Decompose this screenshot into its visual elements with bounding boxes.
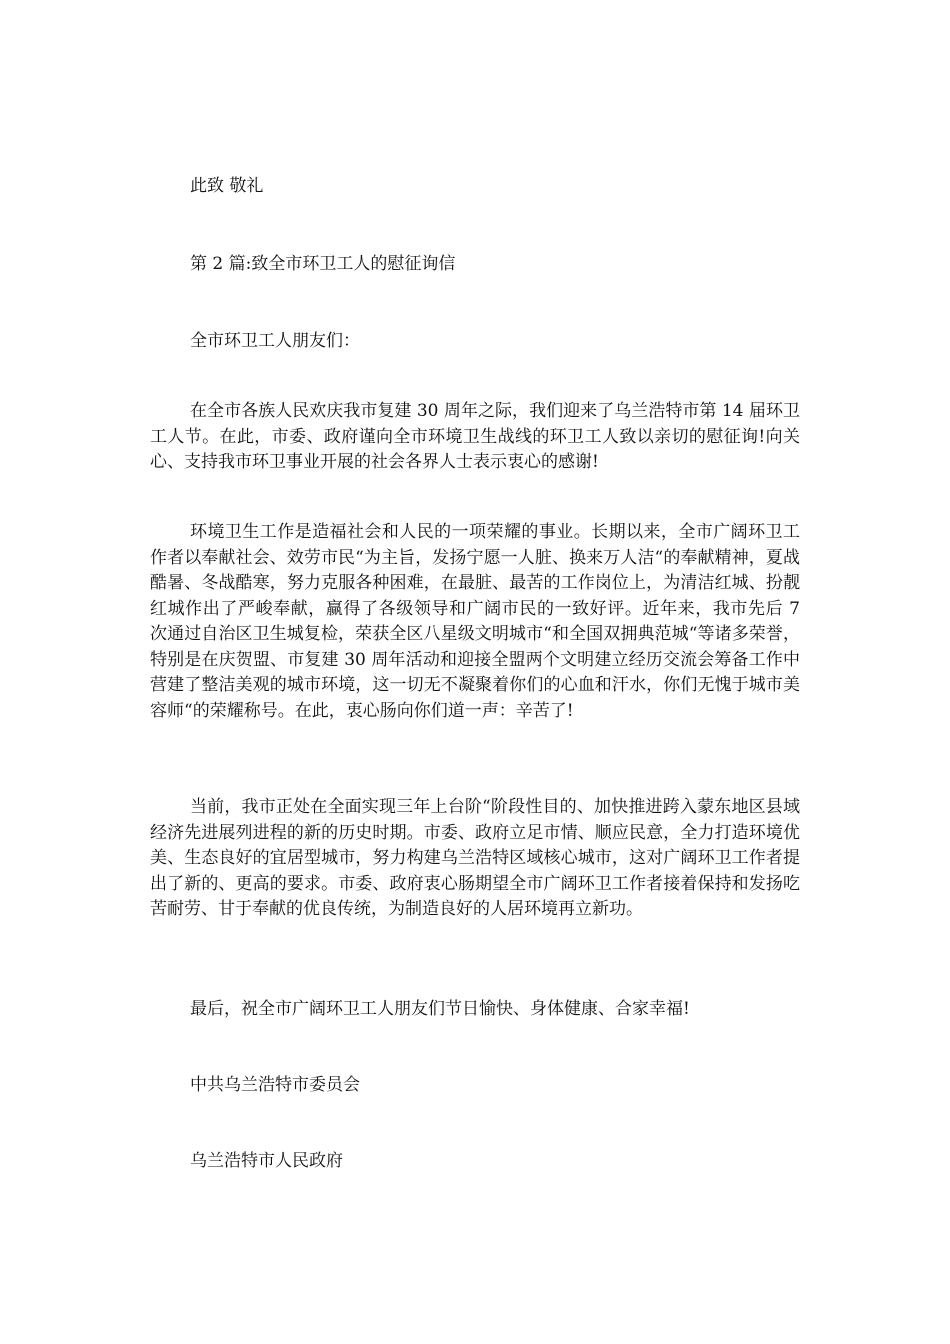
article-title: 第 2 篇:致全市环卫工人的慰征询信	[190, 254, 456, 274]
signature-government: 乌兰浩特市人民政府	[190, 1151, 343, 1171]
paragraph-3: 当前，我市正处在全面实现三年上台阶“阶段性目的、加快推进跨入蒙东地区县域经济先进展列进程的新的历史时期。市委、政府立足市情、顺应民意，全力打造环境优美、生态良好的宜居型城市，努力构建乌兰浩特区域核心城市，这对广阔环卫工作者提出了新的、更高的要求。市委、政府衷心肠期望全市广阔环卫工作者接着保持和发扬吃苦耐劳、甘于奉献的优良传统，为制造良好的人居环境再立新功。	[150, 797, 800, 919]
signature-committee: 中共乌兰浩特市委员会	[190, 1075, 360, 1095]
final-wish: 最后，祝全市广阔环卫工人朋友们节日愉快、身体健康、合家幸福!	[190, 999, 690, 1019]
salutation: 全市环卫工人朋友们：	[190, 331, 360, 351]
paragraph-1: 在全市各族人民欢庆我市复建 30 周年之际，我们迎来了乌兰浩特市第 14 届环卫工人节。在此，市委、政府谨向全市环境卫生战线的环卫工人致以亲切的慰征询!向关心、支持我市环卫事业开展的社会各界人士表示衷心的感谢!	[150, 401, 800, 472]
closing-line: 此致 敬礼	[190, 176, 264, 196]
paragraph-2: 环境卫生工作是造福社会和人民的一项荣耀的事业。长期以来，全市广阔环卫工作者以奉献社会、效劳市民“为主旨，发扬宁愿一人脏、换来万人洁“的奉献精神，夏战酷暑、冬战酷寒，努力克服各种困难，在最脏、最苦的工作岗位上，为清洁红城、扮靓红城作出了严峻奉献，赢得了各级领导和广阔市民的一致好评。近年来，我市先后 7 次通过自治区卫生城复检，荣获全区八星级文明城市“和全国双拥典范城“等诸多荣誉，特别是在庆贺盟、市复建 30 周年活动和迎接全盟两个文明建立经历交流会筹备工作中营建了整洁美观的城市环境，这一切无不凝聚着你们的心血和汗水，你们无愧于城市美容师“的荣耀称号。在此，衷心肠向你们道一声：辛苦了!	[150, 522, 800, 721]
